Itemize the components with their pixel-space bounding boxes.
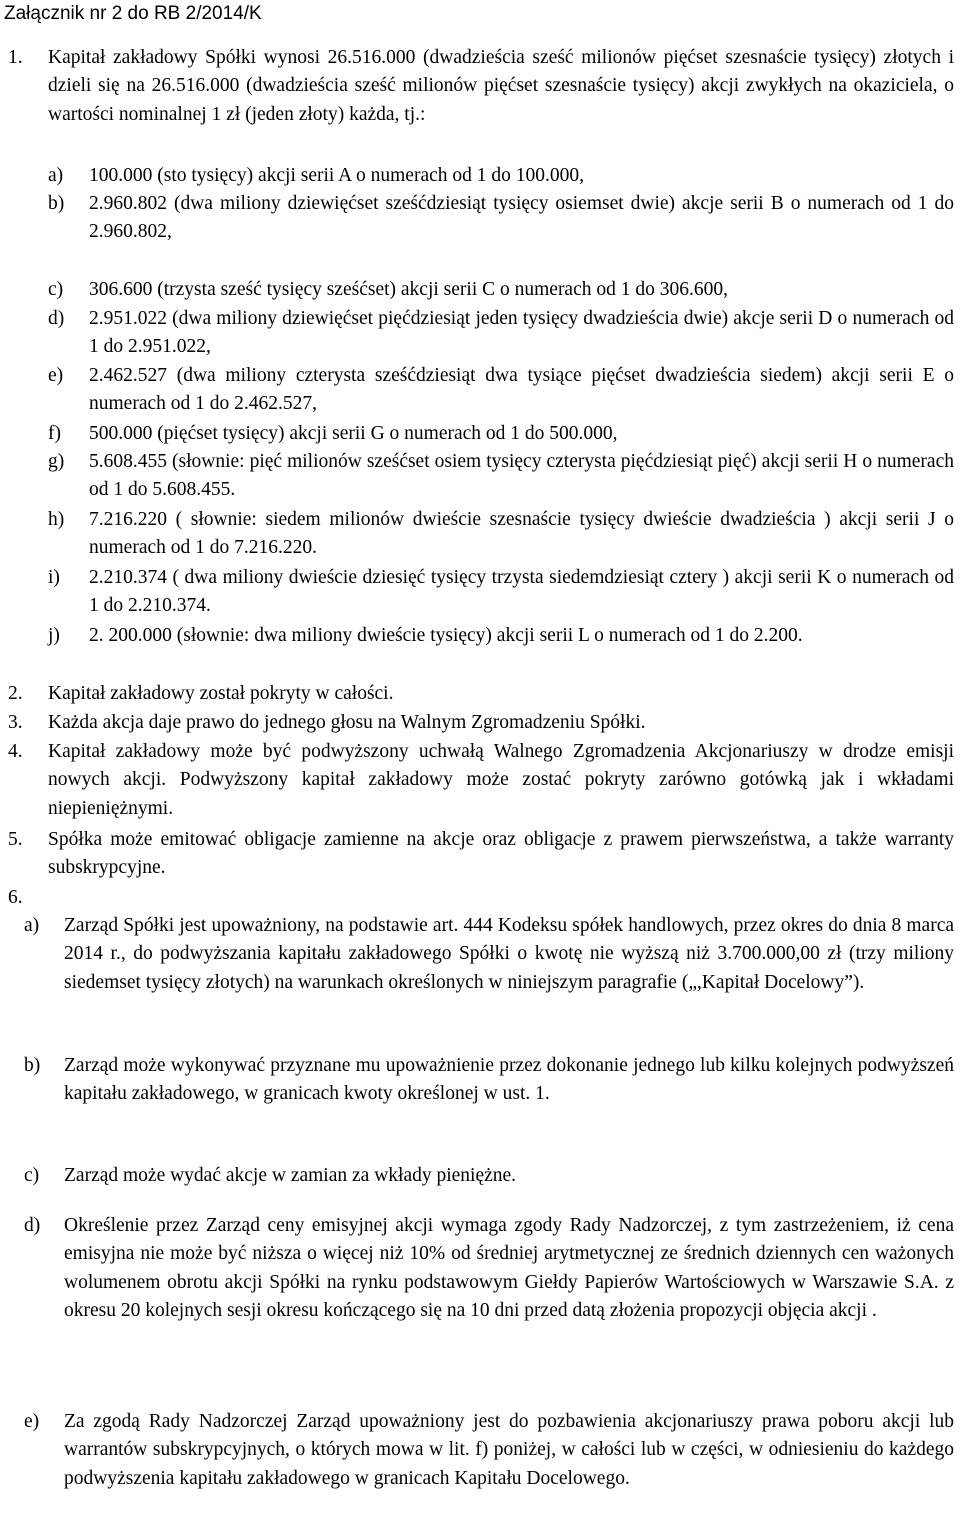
item-3-text: Każda akcja daje prawo do jednego głosu na Walnym Zgromadzeniu Spółki. <box>48 712 646 733</box>
item-1j-label: j) <box>48 625 60 646</box>
item-6d-text: Określenie przez Zarząd ceny emisyjnej akcji wymaga zgody Rady Nadzorczej, z tym zastrzeżeniem, iż cena emisyjna nie może być niższa o więcej niż 10% od średniej arytmetycznej ze średnich dziennych cen ważonych wolumenem obrotu akcji Spółki na rynku podstawowym Giełdy Papierów Wartościowych w Warszawie S.A. z okresu 20 kolejnych sesji okresu kończącego się na 10 dni przed datą złożenia propozycji objęcia akcji . <box>64 1215 954 1322</box>
item-1e-text: 2.462.527 (dwa miliony czterysta sześćdziesiąt dwa tysiące pięćset dwadzieścia siedem) akcji serii E o numerach od 1 do 2.462.527, <box>89 365 954 415</box>
item-5-number: 5. <box>8 829 23 850</box>
item-1a-text: 100.000 (sto tysięcy) akcji serii A o numerach od 1 do 100.000, <box>89 165 585 186</box>
item-1j-text: 2. 200.000 (słownie: dwa miliony dwieście tysięcy) akcji serii L o numerach od 1 do 2.200. <box>89 625 803 646</box>
item-1h-text: 7.216.220 ( słownie: siedem milionów dwieście szesnaście tysięcy dwieście dwadzieścia ) akcji serii J o numerach od 1 do 7.216.220. <box>89 509 954 559</box>
item-1f-text: 500.000 (pięćset tysięcy) akcji serii G o numerach od 1 do 500.000, <box>89 423 618 444</box>
item-1h-label: h) <box>48 509 65 530</box>
item-6b-text: Zarząd może wykonywać przyznane mu upoważnienie przez dokonanie jednego lub kilku kolejnych podwyższeń kapitału zakładowego, w granicach kwoty określonej w ust. 1. <box>64 1055 954 1105</box>
item-6e-label: e) <box>24 1411 40 1432</box>
item-1-number: 1. <box>8 47 23 68</box>
item-6c-label: c) <box>24 1165 40 1186</box>
item-6a-text: Zarząd Spółki jest upoważniony, na podstawie art. 444 Kodeksu spółek handlowych, przez okres do dnia 8 marca 2014 r., do podwyższania kapitału zakładowego Spółki o kwotę nie wyższą niż 3.700.000,00 zł (trzy miliony siedemset tysięcy złotych) na warunkach określonych w niniejszym paragrafie („,Kapitał Docelowy”). <box>64 915 954 993</box>
item-1f-label: f) <box>48 423 61 444</box>
item-6d-label: d) <box>24 1215 41 1236</box>
item-1i-text: 2.210.374 ( dwa miliony dwieście dziesięć tysięcy trzysta siedemdziesiąt cztery ) akcji serii K o numerach od 1 do 2.210.374. <box>89 567 954 617</box>
item-2-text: Kapitał zakładowy został pokryty w całości. <box>48 683 394 704</box>
item-2-number: 2. <box>8 683 23 704</box>
item-1d-text: 2.951.022 (dwa miliony dziewięćset pięćdziesiąt jeden tysięcy dwadzieścia dwie) akcje serii D o numerach od 1 do 2.951.022, <box>89 308 954 358</box>
item-1-text: Kapitał zakładowy Spółki wynosi 26.516.000 (dwadzieścia sześć milionów pięćset szesnaście tysięcy) złotych i dzieli się na 26.516.000 (dwadzieścia sześć milionów pięćset szesnaście tysięcy) akcji zwykłych na okaziciela, o wartości nominalnej 1 zł (jeden złoty) każda, tj.: <box>48 47 954 125</box>
item-1g-label: g) <box>48 451 65 472</box>
item-1e-label: e) <box>48 365 64 386</box>
item-1b-text: 2.960.802 (dwa miliony dziewięćset sześćdziesiąt tysięcy osiemset dwie) akcje serii B o numerach od 1 do 2.960.802, <box>89 193 954 243</box>
item-1i-label: i) <box>48 567 60 588</box>
item-6a-label: a) <box>24 915 40 936</box>
item-1b-label: b) <box>48 193 65 214</box>
item-1g-text: 5.608.455 (słownie: pięć milionów sześćset osiem tysięcy czterysta pięćdziesiąt pięć) akcji serii H o numerach od 1 do 5.608.455. <box>89 451 954 501</box>
item-3-number: 3. <box>8 712 23 733</box>
item-6e-text: Za zgodą Rady Nadzorczej Zarząd upoważniony jest do pozbawienia akcjonariuszy prawa poboru akcji lub warrantów subskrypcyjnych, o których mowa w lit. f) poniżej, w całości lub w części, w odniesieniu do każdego podwyższenia kapitału zakładowego w granicach Kapitału Docelowego. <box>64 1411 954 1489</box>
item-1d-label: d) <box>48 308 65 329</box>
item-6c-text: Zarząd może wydać akcje w zamian za wkłady pieniężne. <box>64 1165 517 1186</box>
item-1c-label: c) <box>48 279 64 300</box>
item-6b-label: b) <box>24 1055 41 1076</box>
item-6-number: 6. <box>8 887 23 908</box>
item-1c-text: 306.600 (trzysta sześć tysięcy sześćset) akcji serii C o numerach od 1 do 306.600, <box>89 279 728 300</box>
item-1a-label: a) <box>48 165 64 186</box>
item-4-number: 4. <box>8 741 23 762</box>
attachment-header: Załącznik nr 2 do RB 2/2014/K <box>4 3 262 24</box>
item-4-text: Kapitał zakładowy może być podwyższony uchwałą Walnego Zgromadzenia Akcjonariuszy w drodze emisji nowych akcji. Podwyższony kapitał zakładowy może zostać pokryty zarówno gotówką jak i wkładami niepieniężnymi. <box>48 741 954 819</box>
item-5-text: Spółka może emitować obligacje zamienne na akcje oraz obligacje z prawem pierwszeństwa, a także warranty subskrypcyjne. <box>48 829 954 879</box>
